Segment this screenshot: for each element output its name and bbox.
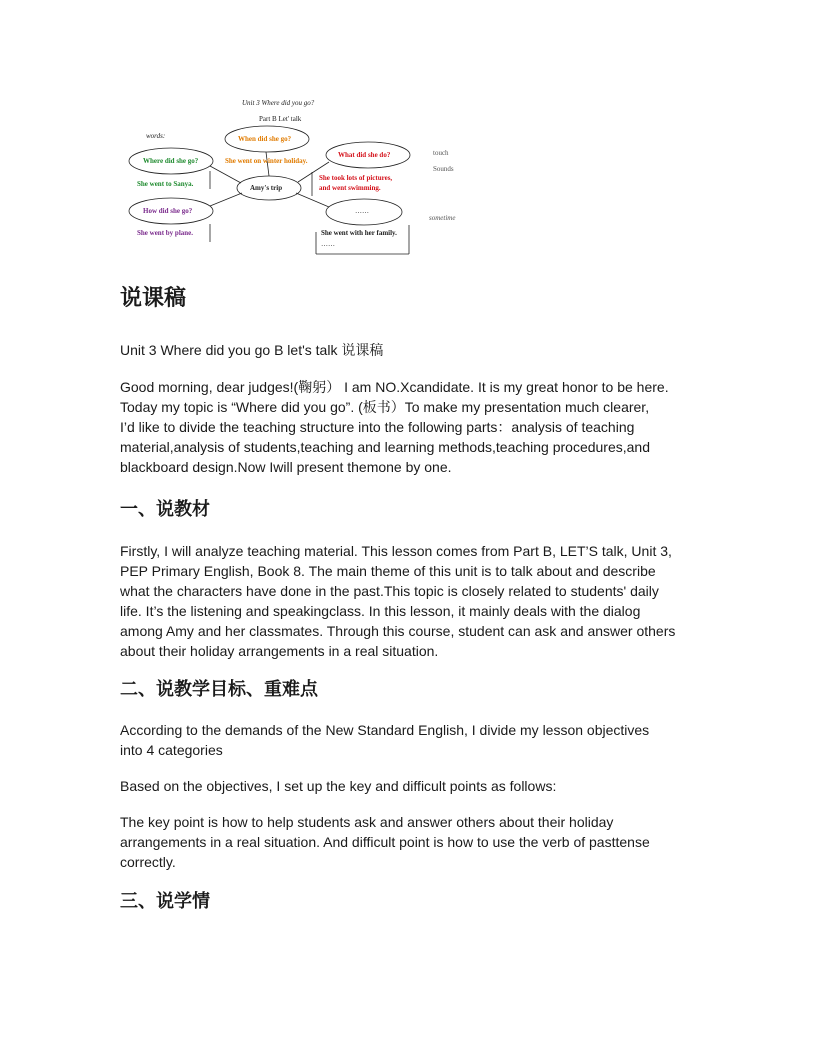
document-title: 说课稿 [120,286,187,311]
answer-how: She went by plane. [137,229,194,237]
text-line: about their holiday arrangements in a real situation. [120,643,439,659]
answer-when: She went on winter holiday. [225,157,308,165]
side-word-3: sometime [429,214,456,222]
text-line: among Amy and her classmates. Through this course, student can ask and answer others [120,623,676,639]
document-subtitle: Unit 3 Where did you go B let's talk 说课稿 [120,342,384,358]
text-line: Today my topic is “Where did you go”. (板书）To make my presentation much clearer, [120,399,650,415]
section2-paragraph-2: Based on the objectives, I set up the key and difficult points as follows: [120,778,557,794]
answer-where: She went to Sanya. [137,180,194,188]
answer-what-line2: and went swimming. [319,184,381,192]
text-line: Good morning, dear judges!(鞠躬） I am NO.Xcandidate. It is my great honor to be here. [120,379,669,395]
text-line: what the characters have done in the past.This topic is closely related to students' daily [120,583,659,599]
text-line: correctly. [120,854,176,870]
text-line: into 4 categories [120,742,223,758]
section2-paragraph-3 [120,812,710,872]
diagram-subtitle: Part B Let' talk [259,115,302,123]
answer-unknown-line1: She went with her family. [321,229,397,237]
text-line: According to the demands of the New Standard English, I divide my lesson objectives [120,722,650,738]
section3-heading: 三、说学情 [120,891,210,912]
section2-heading: 二、说教学目标、重难点 [120,679,318,700]
text-line: PEP Primary English, Book 8. The main theme of this unit is to talk about and describe [120,563,656,579]
text-line: Firstly, I will analyze teaching material. This lesson comes from Part B, LET’S talk, Unit 3, [120,543,672,559]
blackboard-diagram [126,92,466,258]
text-line: I’d like to divide the teaching structure into the following parts：analysis of teaching [120,419,635,435]
text-line: arrangements in a real situation. And difficult point is how to use the verb of pasttense [120,834,650,850]
text-line: life. It’s the listening and speakingclass. In this lesson, it mainly deals with the dialog [120,603,641,619]
question-what: What did she do? [338,151,391,159]
diagram-title: Unit 3 Where did you go? [242,99,315,107]
text-line: material,analysis of students,teaching and learning methods,teaching procedures,and [120,439,650,455]
question-how: How did she go? [143,207,193,215]
text-line: blackboard design.Now Iwill present themone by one. [120,459,452,475]
text-line: The key point is how to help students ask and answer others about their holiday [120,814,614,830]
question-unknown: …… [355,207,369,215]
words-label: words: [146,132,166,140]
center-topic: Amy's trip [250,184,283,192]
section1-paragraph [120,541,710,661]
intro-paragraph [120,377,710,477]
question-where: Where did she go? [143,157,199,165]
answer-unknown-line2: …… [321,240,335,248]
section1-heading: 一、说教材 [120,499,210,520]
side-word-2: Sounds [433,165,454,173]
question-when: When did she go? [238,135,292,143]
answer-what-line1: She took lots of pictures, [319,174,393,182]
side-word-1: touch [433,149,449,157]
section2-paragraph-1 [120,720,710,760]
